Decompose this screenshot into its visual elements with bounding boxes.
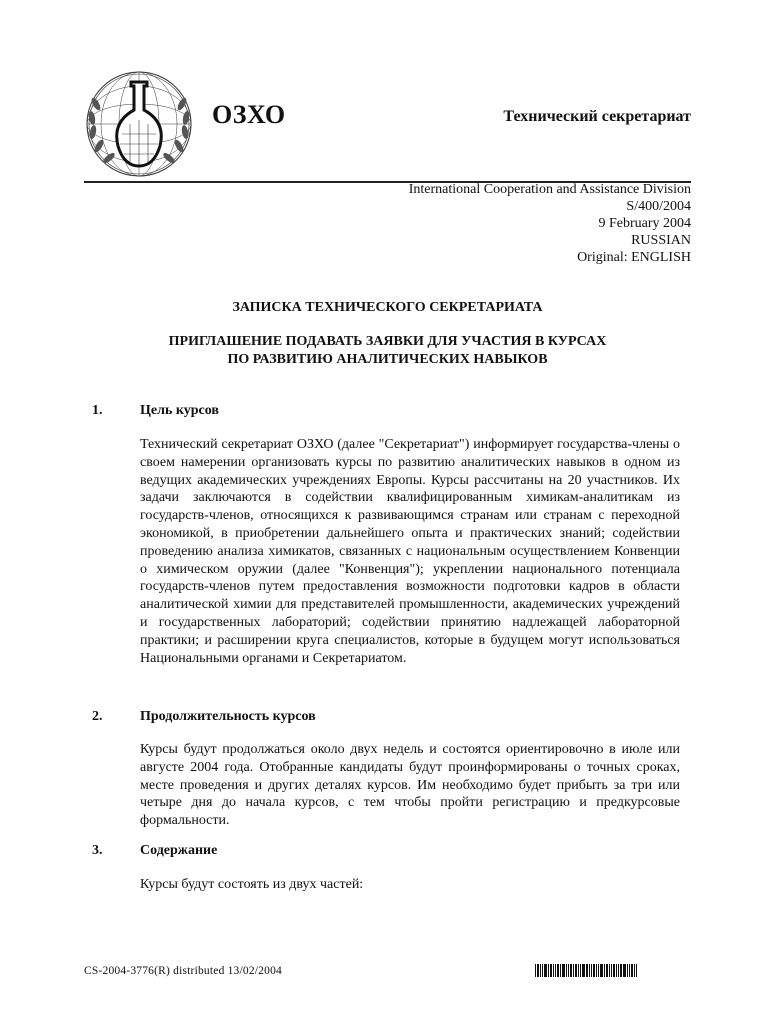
barcode-bar xyxy=(578,964,579,977)
footer-code: CS-2004-3776(R) distributed 13/02/2004 xyxy=(84,965,282,977)
barcode-bar xyxy=(600,964,603,977)
barcode-bar xyxy=(568,964,569,977)
barcode-bar xyxy=(627,964,628,977)
barcode-bar xyxy=(557,964,559,977)
section-2-heading: Продолжительность курсов xyxy=(140,709,316,724)
barcode-bar xyxy=(611,964,612,977)
barcode-bar xyxy=(631,964,633,977)
barcode-bar xyxy=(636,964,637,977)
barcode-bar xyxy=(566,964,567,977)
barcode-bar xyxy=(580,964,581,977)
doc-language: RUSSIAN xyxy=(631,233,691,248)
section-3-number: 3. xyxy=(92,843,103,858)
section-1-number: 1. xyxy=(92,403,103,418)
barcode-bar xyxy=(550,964,552,977)
section-1-heading: Цель курсов xyxy=(140,403,219,418)
barcode-bar xyxy=(535,964,536,977)
barcode-bar xyxy=(589,964,590,977)
barcode-bar xyxy=(553,964,554,977)
barcode-bar xyxy=(606,964,608,977)
barcode-bar xyxy=(604,964,605,977)
section-2-text: Курсы будут продолжаться около двух недель и состоятся ориентировочно в июле или августе 2004 года. Отобранные кандидаты будут проинформированы о точных сроках, месте проведения и других деталях курсов. Им необходимо будет прибыть за три или четыре дня до начала курсов, с тем чтобы пройти регистрацию и предкурсовые формальности. xyxy=(140,742,680,829)
barcode xyxy=(535,964,669,977)
barcode-bar xyxy=(618,964,619,977)
barcode-bar xyxy=(629,964,630,977)
barcode-bar xyxy=(609,964,610,977)
barcode-bar xyxy=(562,964,565,977)
invitation-title xyxy=(84,333,691,369)
barcode-bar xyxy=(591,964,592,977)
invitation-title-line1: ПРИГЛАШЕНИЕ ПОДАВАТЬ ЗАЯВКИ ДЛЯ УЧАСТИЯ В КУРСАХ xyxy=(168,334,607,349)
barcode-bar xyxy=(586,964,588,977)
barcode-bar xyxy=(540,964,541,977)
section-3-text: Курсы будут состоять из двух частей: xyxy=(140,877,364,892)
note-title: ЗАПИСКА ТЕХНИЧЕСКОГО СЕКРЕТАРИАТА xyxy=(232,300,543,315)
barcode-bar xyxy=(544,964,547,977)
barcode-bar xyxy=(555,964,556,977)
barcode-bar xyxy=(593,964,595,977)
barcode-bar xyxy=(613,964,615,977)
invitation-title-line2: ПО РАЗВИТИЮ АНАЛИТИЧЕСКИХ НАВЫКОВ xyxy=(227,352,548,367)
document-meta xyxy=(409,181,691,266)
barcode-bar xyxy=(596,964,597,977)
barcode-bar xyxy=(582,964,585,977)
barcode-bar xyxy=(598,964,599,977)
division: International Cooperation and Assistance Division xyxy=(408,182,691,197)
barcode-bar xyxy=(573,964,574,977)
barcode-bar xyxy=(616,964,617,977)
section-3-heading: Содержание xyxy=(140,843,218,858)
barcode-bar xyxy=(560,964,561,977)
barcode-bar xyxy=(634,964,635,977)
secretariat-title: Технический секретариат xyxy=(503,108,691,125)
barcode-bar xyxy=(620,964,622,977)
doc-number: S/400/2004 xyxy=(626,199,691,214)
doc-original: Original: ENGLISH xyxy=(577,250,691,265)
opcw-logo xyxy=(80,64,198,182)
section-1-text: Технический секретариат ОЗХО (далее "Секретариат") информирует государства-члены о своем намерении организовать курсы по развитию аналитических навыков в одном из ведущих академических учреждениях Европы. Курсы рассчитаны на 20 участников. Их задачи заключаются в содействии квалифицированным химикам-аналитикам из государств-членов, относящихся к развивающимся странам или странам с переходной экономикой, в приобретении дальнейшего опыта и практических знаний; содействии проведению анализа химикатов, связанных с национальным осуществлением Конвенции о химическом оружии (далее "Конвенция"); укреплении национального потенциала государств-членов путем предоставления возможности подготовки кадров в области аналитической химии для представителей промышленности, академических учреждений и государственных лабораторий; содействии принятию надлежащей лабораторной практики; и расширении круга специалистов, которые в будущем могут использоваться Национальными органами и Секретариатом. xyxy=(140,437,680,666)
barcode-bar xyxy=(537,964,539,977)
barcode-bar xyxy=(548,964,549,977)
barcode-bar xyxy=(542,964,543,977)
org-name: ОЗХО xyxy=(212,100,286,129)
section-2-number: 2. xyxy=(92,709,103,724)
doc-date: 9 February 2004 xyxy=(598,216,691,231)
barcode-bar xyxy=(575,964,577,977)
barcode-bar xyxy=(623,964,626,977)
barcode-bar xyxy=(570,964,572,977)
